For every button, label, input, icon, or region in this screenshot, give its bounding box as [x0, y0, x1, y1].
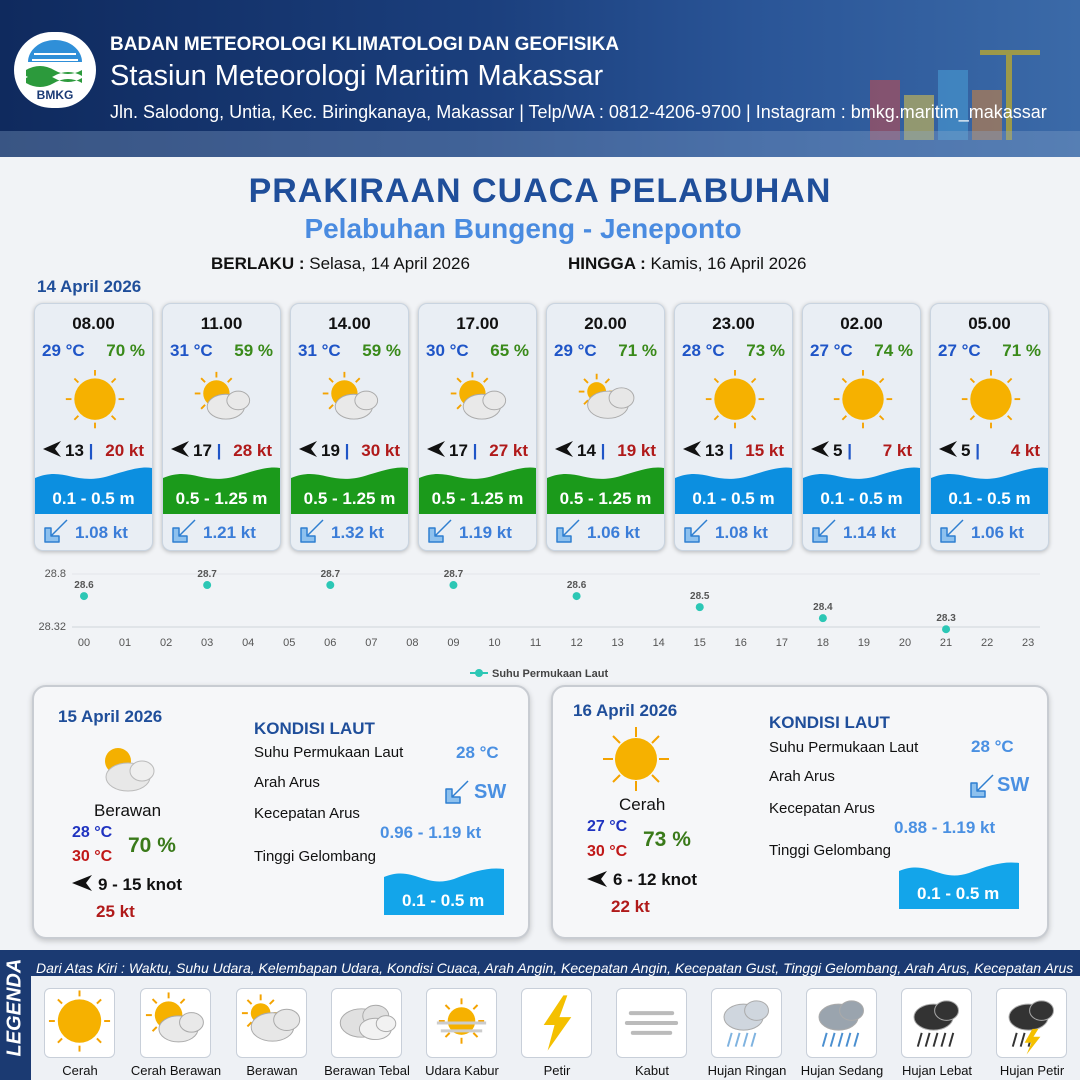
current-speed-value: 0.96 - 1.19 kt	[380, 823, 482, 842]
card-separator: |	[975, 441, 980, 460]
sst-label: Suhu Permukaan Laut	[769, 739, 919, 756]
chart-point	[449, 581, 457, 589]
wave-height-value: 0.1 - 0.5 m	[402, 891, 485, 910]
card-humidity: 59 %	[362, 341, 401, 360]
card-separator: |	[847, 441, 852, 460]
current-arrow-icon	[555, 518, 581, 544]
sun-icon	[956, 369, 1026, 433]
card-wind-speed	[65, 441, 93, 461]
cloudy-legend-icon	[236, 988, 307, 1058]
card-gust: 20 kt	[105, 441, 144, 460]
card-wave-height: 0.1 - 0.5 m	[820, 489, 903, 508]
sst-label: Suhu Permukaan Laut	[254, 744, 404, 761]
sun-icon	[828, 369, 898, 433]
day-humidity: 70 %	[128, 834, 176, 857]
legend-item-label: Kabut	[635, 1063, 669, 1078]
banner-floor	[0, 131, 1080, 157]
sst-value: 28 °C	[971, 737, 1014, 756]
chart-x-tick: 16	[734, 637, 747, 649]
valid-from-value: Selasa, 14 April 2026	[309, 254, 470, 273]
sun-icon	[700, 369, 770, 433]
haze-legend-icon	[426, 988, 497, 1058]
card-wave-height: 0.1 - 0.5 m	[692, 489, 775, 508]
chart-x-tick: 20	[898, 637, 912, 649]
partly-cloudy-icon	[316, 369, 386, 433]
station-address: Jln. Salodong, Untia, Kec. Biringkanaya, Makassar | Telp/WA : 0812-4206-9700 | Instagram : bmkg.maritim_makassar	[110, 102, 1047, 122]
day-temp-min: 27 °C	[587, 818, 628, 835]
forecast-card-1700	[418, 303, 537, 551]
chart-point-label: 28.3	[936, 613, 956, 625]
current-arrow-icon	[43, 518, 69, 544]
current-speed-label: Kecepatan Arus	[254, 805, 360, 822]
forecast-card-0200	[802, 303, 921, 551]
rain-light-legend-icon	[711, 988, 782, 1058]
card-humidity: 74 %	[874, 341, 913, 360]
card-wind-value: 17	[449, 441, 468, 460]
logo-text: BMKG	[36, 88, 74, 102]
current-dir-value: SW	[474, 781, 507, 803]
card-wind-value: 5	[961, 441, 971, 460]
legend-item-label: Cerah	[62, 1063, 98, 1078]
partly-cloudy-icon	[444, 369, 514, 433]
card-humidity: 59 %	[234, 341, 273, 360]
card-temperature: 31 °C	[298, 341, 341, 360]
card-current-speed: 1.32 kt	[331, 523, 384, 542]
fog-legend-icon	[616, 988, 687, 1058]
forecast-card-1400	[290, 303, 409, 551]
rain-moderate-legend-icon	[806, 988, 877, 1058]
day-panel-1	[32, 685, 530, 939]
sea-condition-title: KONDISI LAUT	[769, 713, 890, 732]
wind-arrow-icon	[553, 439, 573, 459]
day-humidity: 73 %	[643, 828, 691, 851]
chart-x-tick: 21	[939, 637, 953, 649]
card-time: 14.00	[328, 314, 371, 333]
current-arrow-icon	[444, 779, 470, 805]
card-wind-value: 13	[65, 441, 84, 460]
forecast-card-0500	[930, 303, 1049, 551]
card-current-speed: 1.19 kt	[459, 523, 512, 542]
current-arrow-icon	[299, 518, 325, 544]
chart-point-label: 28.4	[813, 602, 833, 614]
chart-x-tick: 05	[283, 637, 296, 649]
partly-cloudy-icon	[188, 369, 258, 433]
card-wind-speed	[961, 441, 980, 461]
card-wave-height: 0.1 - 0.5 m	[948, 489, 1031, 508]
sea-condition-title: KONDISI LAUT	[254, 719, 375, 738]
card-time: 08.00	[72, 314, 115, 333]
card-wind-speed	[705, 441, 733, 461]
card-temperature: 29 °C	[42, 341, 85, 360]
page-title: PRAKIRAAN CUACA PELABUHAN	[248, 172, 832, 210]
card-temperature: 27 °C	[810, 341, 853, 360]
chart-x-tick: 12	[570, 637, 583, 649]
current-speed-label: Kecepatan Arus	[769, 800, 875, 817]
card-current-speed: 1.06 kt	[971, 523, 1024, 542]
legend-description: Dari Atas Kiri : Waktu, Suhu Udara, Kelembapan Udara, Kondisi Cuaca, Arah Angin, Kecepatan Angin, Kecepatan Gust, Tinggi Gelombang, Arah Arus, Kecepatan Arus	[36, 960, 1074, 976]
wind-arrow-icon	[587, 871, 607, 887]
card-wave-height: 0.5 - 1.25 m	[431, 489, 524, 508]
valid-from-label: BERLAKU :	[211, 254, 305, 273]
chart-x-tick: 01	[118, 637, 132, 649]
card-wind-speed	[321, 441, 349, 461]
card-wind-value: 17	[193, 441, 212, 460]
day-date: 16 April 2026	[573, 701, 678, 720]
legend-item-label: Udara Kabur	[425, 1063, 499, 1078]
chart-x-tick: 00	[77, 637, 91, 649]
card-gust: 27 kt	[489, 441, 528, 460]
day-wind: 9 - 15 knot	[98, 875, 183, 894]
wind-arrow-icon	[681, 439, 701, 459]
chart-point-label: 28.5	[690, 591, 710, 603]
chart-x-tick: 22	[980, 637, 994, 649]
card-wind-value: 5	[833, 441, 843, 460]
partly-legend-icon	[140, 988, 211, 1058]
forecast-card-2300	[674, 303, 793, 551]
forecast-card-0800	[34, 303, 153, 551]
day-temp-max: 30 °C	[587, 843, 628, 860]
overcast-legend-icon	[331, 988, 402, 1058]
current-dir-label: Arah Arus	[769, 768, 835, 785]
card-separator: |	[472, 441, 478, 460]
wind-arrow-icon	[809, 439, 829, 459]
valid-from	[211, 254, 470, 274]
chart-x-tick: 11	[529, 637, 542, 649]
card-temperature: 31 °C	[170, 341, 213, 360]
legend-item-label: Berawan	[246, 1063, 298, 1078]
current-arrow-icon	[683, 518, 709, 544]
card-current-speed: 1.08 kt	[75, 523, 128, 542]
chart-legend-label: Suhu Permukaan Laut	[492, 668, 609, 680]
wind-arrow-icon	[169, 439, 189, 459]
wave-height-label: Tinggi Gelombang	[769, 842, 892, 859]
chart-x-tick: 13	[611, 637, 624, 649]
card-separator: |	[600, 441, 606, 460]
chart-x-tick: 03	[201, 637, 214, 649]
day-gust: 25 kt	[96, 902, 135, 921]
card-temperature: 28 °C	[682, 341, 725, 360]
card-current-speed: 1.14 kt	[843, 523, 896, 542]
current-arrow-icon	[427, 518, 453, 544]
legend-side-label	[0, 950, 31, 1080]
wind-arrow-icon	[41, 439, 61, 459]
legend-item-label: Cerah Berawan	[130, 1063, 222, 1078]
legend-item-label: Hujan Lebat	[901, 1063, 973, 1078]
card-separator: |	[88, 441, 94, 460]
chart-y-tick-top: 28.8	[44, 568, 66, 580]
forecast-card-2000	[546, 303, 665, 551]
current-arrow-icon	[171, 518, 197, 544]
card-wind-speed	[833, 441, 852, 461]
legend-item-label: Berawan Tebal	[324, 1063, 410, 1078]
chart-x-tick: 10	[488, 637, 501, 649]
card-current-speed: 1.08 kt	[715, 523, 768, 542]
chart-x-tick: 19	[857, 637, 871, 649]
chart-point-label: 28.7	[320, 569, 341, 581]
lightning-legend-icon	[521, 988, 592, 1058]
current-speed-value: 0.88 - 1.19 kt	[894, 818, 996, 837]
card-temperature: 27 °C	[938, 341, 981, 360]
card-gust: 4 kt	[1010, 441, 1040, 460]
wind-arrow-icon	[297, 439, 317, 459]
chart-point	[80, 592, 88, 600]
wave-height-label: Tinggi Gelombang	[254, 848, 377, 865]
card-humidity: 71 %	[1002, 341, 1041, 360]
legend-item-label: Petir	[543, 1063, 571, 1078]
day-weather-name: Cerah	[619, 795, 666, 814]
card-gust: 28 kt	[233, 441, 272, 460]
legend-item-label: Hujan Sedang	[800, 1063, 884, 1078]
card-wind-value: 13	[705, 441, 724, 460]
chart-point-label: 28.6	[74, 580, 94, 592]
chart-x-tick: 07	[365, 637, 378, 649]
chart-point	[573, 592, 581, 600]
day-temp-min: 28 °C	[72, 824, 113, 841]
card-wind-speed	[449, 441, 477, 461]
card-separator: |	[728, 441, 734, 460]
legend-item-label: Hujan Ringan	[707, 1063, 787, 1078]
card-gust: 30 kt	[361, 441, 400, 460]
cloudy-icon	[92, 739, 162, 799]
card-gust: 15 kt	[745, 441, 784, 460]
chart-x-tick: 23	[1022, 637, 1035, 649]
card-time: 20.00	[584, 314, 627, 333]
chart-x-tick: 15	[693, 637, 706, 649]
sst-chart	[0, 560, 1080, 685]
sun-icon	[601, 725, 671, 793]
card-humidity: 70 %	[106, 341, 145, 360]
chart-x-tick: 02	[159, 637, 173, 649]
wind-arrow-icon	[937, 439, 957, 459]
chart-x-tick: 09	[447, 637, 460, 649]
valid-to-value: Kamis, 16 April 2026	[650, 254, 807, 273]
cloudy-icon	[572, 369, 642, 433]
card-gust: 19 kt	[617, 441, 656, 460]
card-wave-height: 0.1 - 0.5 m	[52, 489, 135, 508]
chart-point	[326, 581, 334, 589]
card-current-speed: 1.21 kt	[203, 523, 256, 542]
org-name: BADAN METEOROLOGI KLIMATOLOGI DAN GEOFISIKA	[110, 34, 620, 55]
card-wind-speed	[577, 441, 605, 461]
chart-x-tick: 06	[324, 637, 337, 649]
legend-side-text: LEGENDA	[3, 958, 26, 1057]
valid-to-label: HINGGA :	[568, 254, 646, 273]
day-temp-max: 30 °C	[72, 848, 113, 865]
page-subtitle: Pelabuhan Bungeng - Jeneponto	[304, 213, 742, 244]
day-panel-2	[551, 685, 1049, 939]
sun-legend-icon	[44, 988, 115, 1058]
card-time: 17.00	[456, 314, 499, 333]
bmkg-emblem-icon	[14, 32, 96, 92]
valid-to	[568, 254, 806, 274]
thunderstorm-legend-icon	[996, 988, 1067, 1058]
chart-x-tick: 04	[242, 637, 255, 649]
card-time: 23.00	[712, 314, 755, 333]
chart-point-label: 28.6	[566, 580, 587, 592]
sst-value: 28 °C	[456, 743, 499, 762]
card-time: 02.00	[840, 314, 883, 333]
current-arrow-icon	[811, 518, 837, 544]
card-separator: |	[344, 441, 350, 460]
chart-point	[819, 614, 827, 622]
card-humidity: 71 %	[618, 341, 657, 360]
card-wave-height: 0.5 - 1.25 m	[303, 489, 396, 508]
legend-item-label: Hujan Petir	[999, 1063, 1065, 1078]
card-time: 05.00	[968, 314, 1011, 333]
chart-x-tick: 08	[406, 637, 419, 649]
day1-date: 14 April 2026	[37, 277, 142, 296]
card-humidity: 73 %	[746, 341, 785, 360]
card-temperature: 30 °C	[426, 341, 469, 360]
wind-arrow-icon	[425, 439, 445, 459]
chart-y-tick-bottom: 28.32	[38, 621, 66, 633]
card-wind-speed	[193, 441, 221, 461]
card-wind-value: 14	[577, 441, 596, 460]
card-wind-value: 19	[321, 441, 340, 460]
station-name: Stasiun Meteorologi Maritim Makassar	[110, 60, 604, 92]
forecast-card-1100	[162, 303, 281, 551]
chart-point	[696, 603, 704, 611]
chart-point-label: 28.7	[197, 569, 217, 581]
chart-x-tick: 18	[816, 637, 830, 649]
header-banner	[0, 0, 1080, 157]
current-arrow-icon	[939, 518, 965, 544]
day-weather-name: Berawan	[94, 801, 162, 820]
current-dir-value: SW	[997, 774, 1030, 796]
card-gust: 7 kt	[882, 441, 912, 460]
day-wind: 6 - 12 knot	[613, 870, 698, 889]
current-arrow-icon	[969, 773, 995, 799]
wave-height-value: 0.1 - 0.5 m	[917, 884, 1000, 903]
card-time: 11.00	[200, 314, 243, 333]
card-separator: |	[216, 441, 222, 460]
card-wave-height: 0.5 - 1.25 m	[175, 489, 268, 508]
chart-x-tick: 17	[775, 637, 788, 649]
wind-arrow-icon	[72, 875, 92, 891]
card-wave-height: 0.5 - 1.25 m	[559, 489, 652, 508]
card-current-speed: 1.06 kt	[587, 523, 640, 542]
chart-point-label: 28.7	[443, 569, 464, 581]
card-temperature: 29 °C	[554, 341, 597, 360]
chart-x-tick: 14	[652, 637, 665, 649]
current-dir-label: Arah Arus	[254, 774, 320, 791]
card-humidity: 65 %	[490, 341, 529, 360]
rain-heavy-legend-icon	[901, 988, 972, 1058]
bmkg-logo	[14, 32, 96, 108]
sun-icon	[60, 369, 130, 433]
chart-point	[203, 581, 211, 589]
day-date: 15 April 2026	[58, 707, 163, 726]
day-gust: 22 kt	[611, 897, 650, 916]
chart-point	[942, 625, 950, 633]
